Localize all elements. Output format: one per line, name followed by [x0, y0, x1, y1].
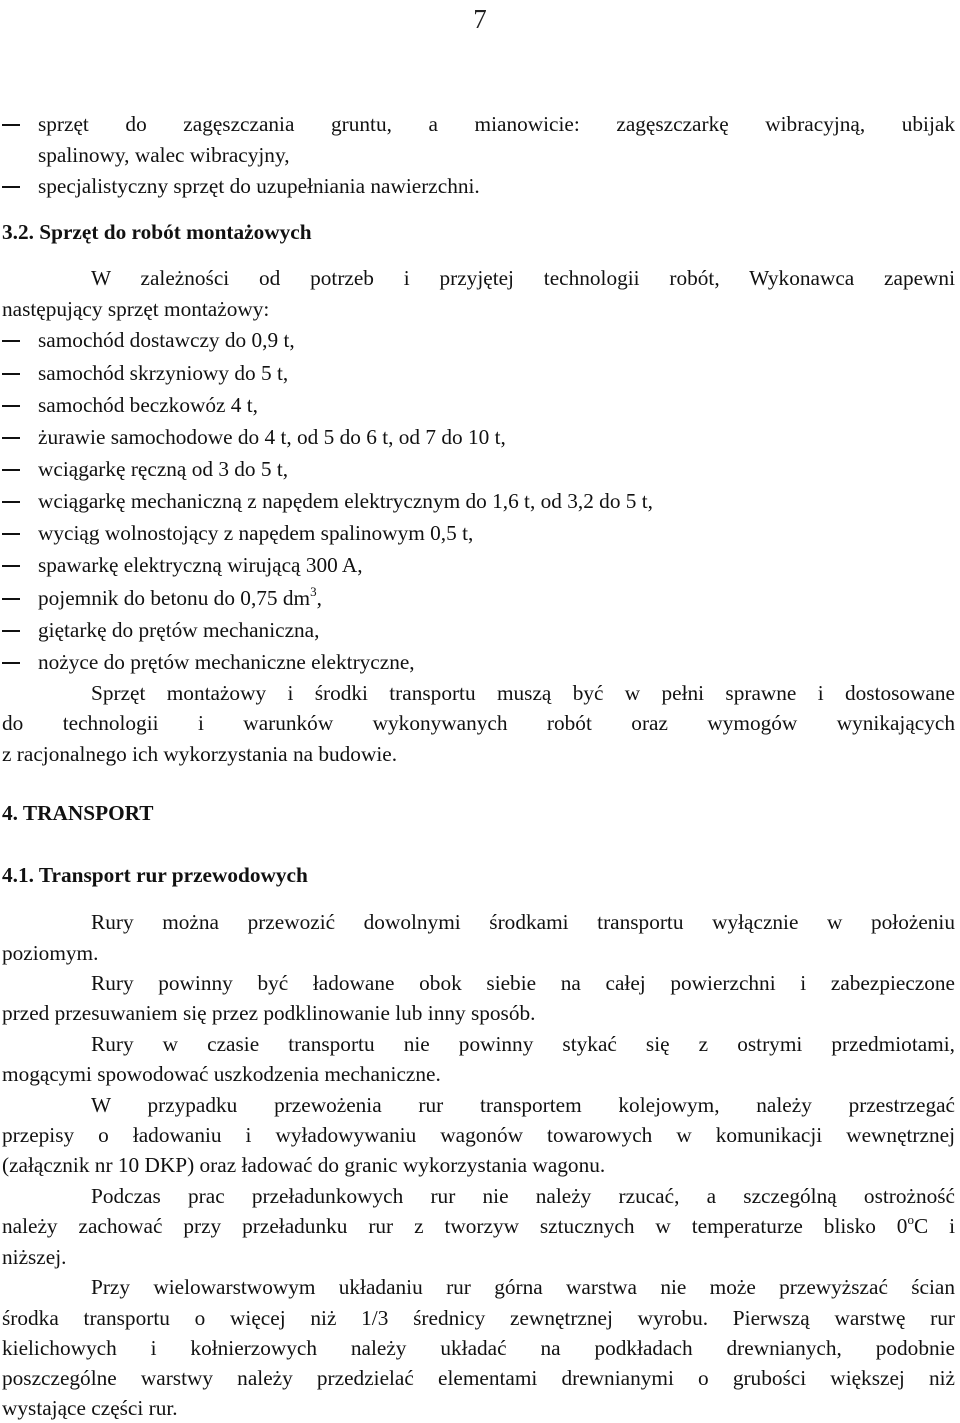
section-heading: 4. TRANSPORT [2, 801, 154, 825]
degree-superscript: o [907, 1212, 914, 1227]
list-item-text: samochód skrzyniowy do 5 t, [38, 361, 289, 385]
dash-icon [2, 630, 20, 632]
list-item-text: spawarkę elektryczną wirującą 300 A, [38, 553, 363, 577]
paragraph-text: należy zachować przy przeładunku rur z tworzyw sztucznych w temperaturze blisko 0 [2, 1214, 908, 1238]
paragraph-continued: wystające części rur. [2, 1396, 178, 1420]
superscript-exponent: 3 [310, 584, 317, 599]
closing-paragraph: Sprzęt montażowy i środki transportu muszą być w pełni sprawne i dostosowane [91, 681, 955, 705]
list-item-text-main: pojemnik do betonu do 0,75 dm [38, 586, 311, 610]
list-item-text: giętarkę do prętów mechaniczna, [38, 618, 320, 642]
dash-icon [2, 533, 20, 535]
section-heading: 3.2. Sprzęt do robót montażowych [2, 220, 312, 244]
dash-icon [2, 340, 20, 342]
bullet-item [2, 110, 955, 138]
paragraph-continued: przed przesuwaniem się przez podklinowanie lub inny sposób. [2, 1001, 536, 1025]
dash-icon [2, 662, 20, 664]
list-item-text: wciągarkę ręczną od 3 do 5 t, [38, 457, 289, 481]
paragraph-continued: kielichowych i kołnierzowych należy układać na podkładach drewnianych, podobnie [2, 1336, 955, 1360]
list-item-text: wciągarkę mechaniczną z napędem elektrycznym do 1,6 t, od 3,2 do 5 t, [38, 489, 654, 513]
list-item-text: samochód dostawczy do 0,9 t, [38, 328, 295, 352]
paragraph: Podczas prac przeładunkowych rur nie należy rzucać, a szczególną ostrożność [91, 1184, 955, 1208]
paragraph-continued [2, 1212, 955, 1240]
dash-icon [2, 405, 20, 407]
list-item-text [38, 584, 322, 612]
paragraph: Rury powinny być ładowane obok siebie na całej powierzchni i zabezpieczone [91, 971, 955, 995]
closing-paragraph-continued: do technologii i warunków wykonywanych robót oraz wymogów wynikających [2, 711, 955, 735]
paragraph-continued: poziomym. [2, 941, 99, 965]
dash-icon [2, 124, 20, 126]
paragraph-continued: środka transportu o więcej niż 1/3 średnicy zewnętrznej wyrobu. Pierwszą warstwę rur [2, 1306, 955, 1330]
paragraph-continued: poszczególne warstwy należy przedzielać elementami drewnianymi o grubości większej niż [2, 1366, 955, 1390]
paragraph: Przy wielowarstwowym układaniu rur górna warstwa nie może przewyższać ścian [91, 1275, 955, 1299]
bullet-text: specjalistyczny sprzęt do uzupełniania nawierzchni. [38, 174, 480, 198]
list-item-text: żurawie samochodowe do 4 t, od 5 do 6 t, od 7 do 10 t, [38, 425, 506, 449]
dash-icon [2, 565, 20, 567]
paragraph-continued: (załącznik nr 10 DKP) oraz ładować do granic wykorzystania wagonu. [2, 1153, 606, 1177]
dash-icon [2, 186, 20, 188]
paragraph-text: C i [913, 1214, 956, 1238]
paragraph-continued: niższej. [2, 1245, 67, 1269]
list-item-text: wyciąg wolnostojący z napędem spalinowym 0,5 t, [38, 521, 474, 545]
intro-paragraph: W zależności od potrzeb i przyjętej technologii robót, Wykonawca zapewni [91, 266, 955, 290]
page-number: 7 [473, 4, 487, 34]
paragraph: Rury w czasie transportu nie powinny stykać się z ostrymi przedmiotami, [91, 1032, 955, 1056]
paragraph-continued: mogącymi spowodować uszkodzenia mechaniczne. [2, 1062, 441, 1086]
dash-icon [2, 373, 20, 375]
paragraph: Rury można przewozić dowolnymi środkami transportu wyłącznie w położeniu [91, 910, 955, 934]
dash-icon [2, 437, 20, 439]
closing-paragraph-continued: z racjonalnego ich wykorzystania na budowie. [2, 742, 398, 766]
dash-icon [2, 501, 20, 503]
dash-icon [2, 469, 20, 471]
bullet-text: sprzęt do zagęszczania gruntu, a mianowicie: zagęszczarkę wibracyjną, ubijak [38, 112, 955, 136]
intro-paragraph-continued: następujący sprzęt montażowy: [2, 297, 270, 321]
list-item-text: samochód beczkowóz 4 t, [38, 393, 258, 417]
paragraph: W przypadku przewożenia rur transportem kolejowym, należy przestrzegać [91, 1093, 955, 1117]
dash-icon [2, 598, 20, 600]
subsection-heading: 4.1. Transport rur przewodowych [2, 863, 308, 887]
list-item-text: nożyce do prętów mechaniczne elektryczne, [38, 650, 415, 674]
paragraph-continued: przepisy o ładowaniu i wyładowywaniu wagonów towarowych w komunikacji wewnętrznej [2, 1123, 955, 1147]
bullet-text-continued: spalinowy, walec wibracyjny, [38, 143, 290, 167]
list-item-text-tail: , [316, 586, 322, 610]
